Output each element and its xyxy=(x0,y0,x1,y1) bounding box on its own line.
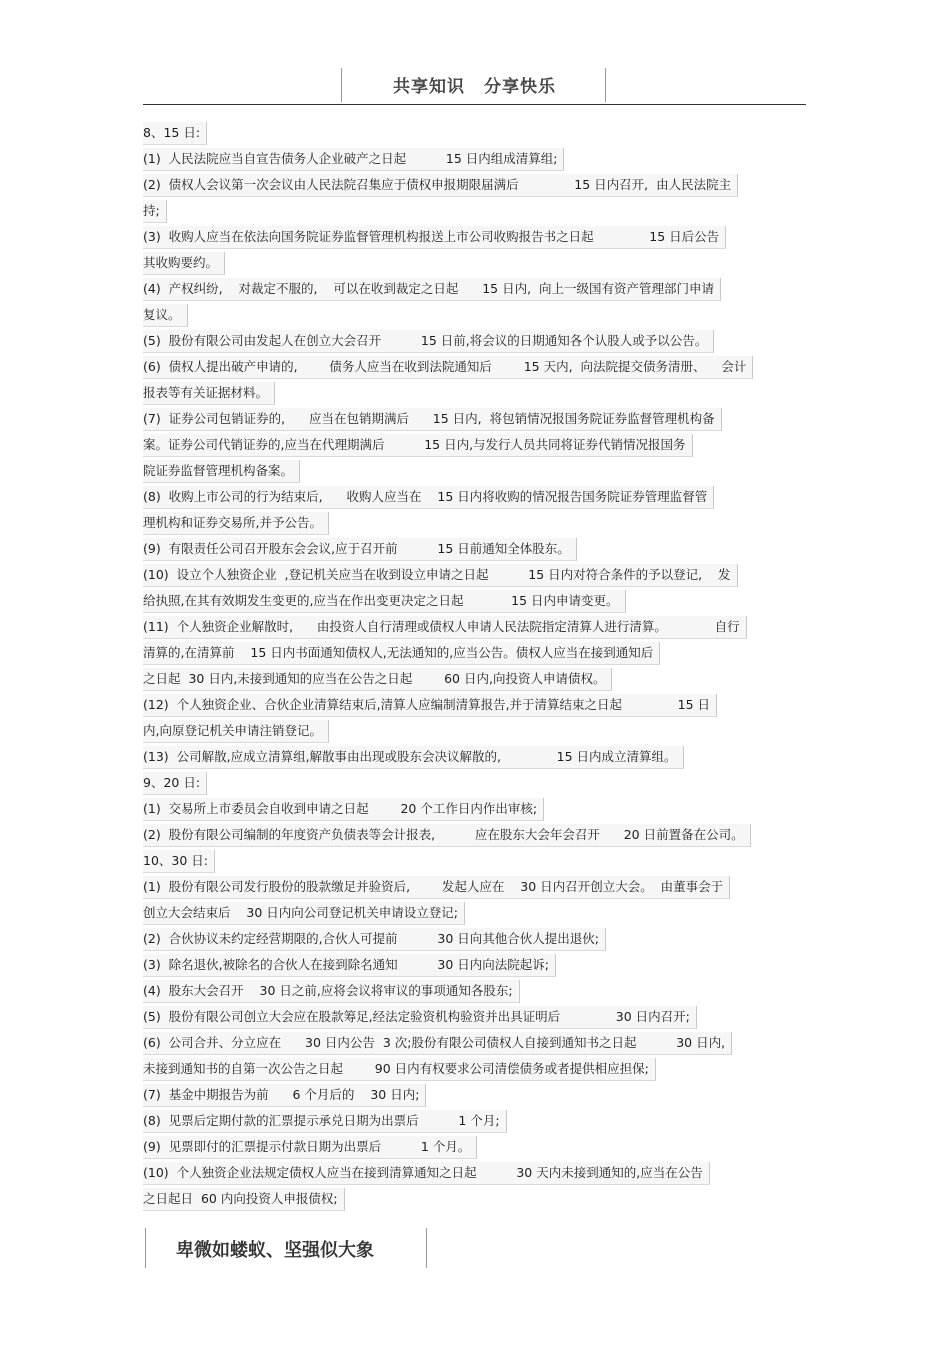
header-divider-right xyxy=(605,68,606,102)
text-line xyxy=(143,146,813,172)
text-line-content: (5) 股份有限公司创立大会应在股款筹足,经法定验资机构验资并出具证明后 30 日内召开; xyxy=(143,1006,697,1029)
text-line xyxy=(143,900,813,926)
text-line-content: (1) 交易所上市委员会自收到申请之日起 20 个工作日内作出审核; xyxy=(143,798,544,821)
text-line-content: (2) 股份有限公司编制的年度资产负债表等会计报表, 应在股东大会年会召开 20 日前置备在公司。 xyxy=(143,824,751,847)
text-line-content: (4) 产权纠纷, 对裁定不服的, 可以在收到裁定之日起 15 日内, 向上一级国有资产管理部门申请 xyxy=(143,278,721,301)
text-line xyxy=(143,458,813,484)
text-line-content: (3) 收购人应当在依法向国务院证券监督管理机构报送上市公司收购报告书之日起 15 日后公告 xyxy=(143,226,726,249)
text-line-content: (5) 股份有限公司由发起人在创立大会召开 15 日前,将会议的日期通知各个认股人或予以公告。 xyxy=(143,330,714,353)
text-line-content: 10、30 日: xyxy=(143,850,215,873)
text-line xyxy=(143,354,813,380)
text-line-content: (6) 公司合并、分立应在 30 日内公告 3 次;股份有限公司债权人自接到通知书之日起 30 日内, xyxy=(143,1032,732,1055)
text-line xyxy=(143,770,813,796)
text-line-content: 持; xyxy=(143,200,167,223)
text-line-content: 未接到通知书的自第一次公告之日起 90 日内有权要求公司清偿债务或者提供相应担保; xyxy=(143,1058,656,1081)
text-line-content: 8、15 日: xyxy=(143,122,207,145)
text-line xyxy=(143,926,813,952)
text-line-content: 报表等有关证据材料。 xyxy=(143,382,275,405)
text-line xyxy=(143,510,813,536)
text-line xyxy=(143,952,813,978)
text-line-content: (8) 见票后定期付款的汇票提示承兑日期为出票后 1 个月; xyxy=(143,1110,507,1133)
text-line-content: (11) 个人独资企业解散时, 由投资人自行清理或债权人申请人民法院指定清算人进行清算。 自行 xyxy=(143,616,747,639)
text-line xyxy=(143,536,813,562)
text-line-content: (9) 见票即付的汇票提示付款日期为出票后 1 个月。 xyxy=(143,1136,477,1159)
text-line xyxy=(143,1186,813,1212)
text-line-content: (10) 个人独资企业法规定债权人应当在接到清算通知之日起 30 天内未接到通知的,应当在公告 xyxy=(143,1162,710,1185)
text-line-content: 9、20 日: xyxy=(143,772,207,795)
text-line xyxy=(143,224,813,250)
text-line xyxy=(143,302,813,328)
text-line-content: (13) 公司解散,应成立清算组,解散事由出现或股东会决议解散的, 15 日内成立清算组。 xyxy=(143,746,684,769)
text-line-content: (2) 合伙协议未约定经营期限的,合伙人可提前 30 日向其他合伙人提出退伙; xyxy=(143,928,606,951)
text-line xyxy=(143,1082,813,1108)
text-line-content: 案。证券公司代销证券的,应当在代理期满后 15 日内,与发行人员共同将证券代销情况报国务 xyxy=(143,434,693,457)
text-line xyxy=(143,380,813,406)
text-line-content: (1) 股份有限公司发行股份的股款缴足并验资后, 发起人应在 30 日内召开创立大会。 由董事会于 xyxy=(143,876,730,899)
text-line-content: (7) 证券公司包销证券的, 应当在包销期满后 15 日内, 将包销情况报国务院证券监督管理机构备 xyxy=(143,408,722,431)
text-line xyxy=(143,718,813,744)
text-line-content: 之日起 30 日内,未接到通知的应当在公告之日起 60 日内,向投资人申请债权。 xyxy=(143,668,612,691)
text-line xyxy=(143,1030,813,1056)
document-body xyxy=(143,120,813,1212)
text-line-content: (4) 股东大会召开 30 日之前,应将会议将审议的事项通知各股东; xyxy=(143,980,520,1003)
text-line xyxy=(143,1134,813,1160)
text-line xyxy=(143,1004,813,1030)
text-line-content: 理机构和证券交易所,并予公告。 xyxy=(143,512,329,535)
text-line-content: (8) 收购上市公司的行为结束后, 收购人应当在 15 日内将收购的情况报告国务院证券管理监督管 xyxy=(143,486,714,509)
text-line xyxy=(143,328,813,354)
text-line-content: 其收购要约。 xyxy=(143,252,225,275)
text-line xyxy=(143,172,813,198)
text-line xyxy=(143,1160,813,1186)
text-line xyxy=(143,198,813,224)
footer-text: 卑微如蝼蚁、坚强似大象 xyxy=(176,1240,374,1261)
text-line xyxy=(143,744,813,770)
text-line-content: (3) 除名退伙,被除名的合伙人在接到除名通知 30 日内向法院起诉; xyxy=(143,954,556,977)
text-line-content: 给执照,在其有效期发生变更的,应当在作出变更决定之日起 15 日内申请变更。 xyxy=(143,590,626,613)
text-line xyxy=(143,1056,813,1082)
text-line xyxy=(143,406,813,432)
text-line xyxy=(143,484,813,510)
text-line xyxy=(143,120,813,146)
text-line xyxy=(143,588,813,614)
text-line-content: 内,向原登记机关申请注销登记。 xyxy=(143,720,329,743)
text-line xyxy=(143,874,813,900)
text-line-content: (10) 设立个人独资企业 ,登记机关应当在收到设立申请之日起 15 日内对符合条件的予以登记, 发 xyxy=(143,564,738,587)
text-line xyxy=(143,796,813,822)
text-line xyxy=(143,822,813,848)
text-line xyxy=(143,614,813,640)
text-line xyxy=(143,848,813,874)
text-line-content: 院证券监督管理机构备案。 xyxy=(143,460,300,483)
page-footer xyxy=(145,1228,427,1268)
text-line-content: 复议。 xyxy=(143,304,188,327)
text-line-content: (7) 基金中期报告为前 6 个月后的 30 日内; xyxy=(143,1084,426,1107)
text-line-content: 清算的,在清算前 15 日内书面通知债权人,无法通知的,应当公告。债权人应当在接到通知后 xyxy=(143,642,660,665)
text-line xyxy=(143,562,813,588)
text-line-content: 创立大会结束后 30 日内向公司登记机关申请设立登记; xyxy=(143,902,465,925)
text-line xyxy=(143,978,813,1004)
text-line xyxy=(143,640,813,666)
text-line-content: (12) 个人独资企业、合伙企业清算结束后,清算人应编制清算报告,并于清算结束之日起 15 日 xyxy=(143,694,717,717)
text-line xyxy=(143,432,813,458)
text-line xyxy=(143,276,813,302)
text-line xyxy=(143,250,813,276)
text-line-content: (6) 债权人提出破产申请的, 债务人应当在收到法院通知后 15 天内, 向法院提交债务清册、 会计 xyxy=(143,356,753,379)
text-line xyxy=(143,666,813,692)
page-header xyxy=(143,68,806,105)
text-line xyxy=(143,692,813,718)
text-line-content: (9) 有限责任公司召开股东会会议,应于召开前 15 日前通知全体股东。 xyxy=(143,538,577,561)
header-title: 共享知识 分享快乐 xyxy=(393,77,556,97)
text-line-content: (1) 人民法院应当自宣告债务人企业破产之日起 15 日内组成清算组; xyxy=(143,148,564,171)
text-line-content: 之日起日 60 内向投资人申报债权; xyxy=(143,1188,345,1211)
text-line-content: (2) 债权人会议第一次会议由人民法院召集应于债权申报期限届满后 15 日内召开, 由人民法院主 xyxy=(143,174,738,197)
text-line xyxy=(143,1108,813,1134)
